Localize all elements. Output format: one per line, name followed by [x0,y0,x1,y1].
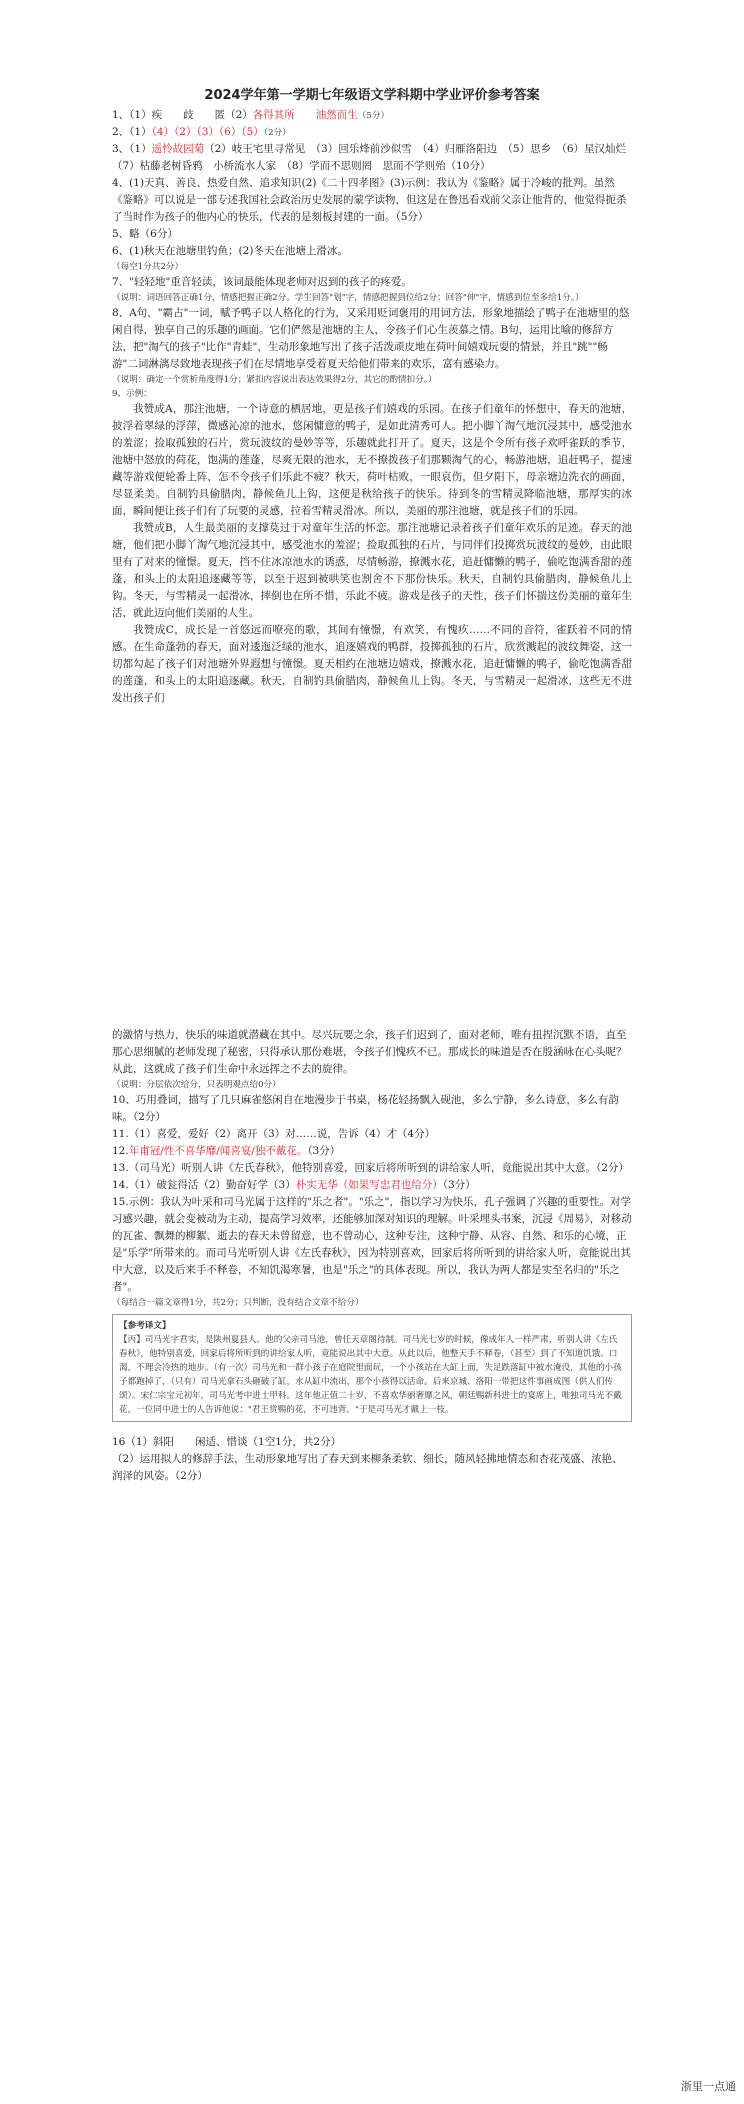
answer-q1-lead: 1、（1）疾 歧 匿（2） [112,109,253,121]
reference-translation-box [112,1314,632,1422]
answer-q13: 13.（司马光）听别人讲《左氏春秋》，他特别喜爱，回家后将所听到的讲给家人听，竟能说出其中大意。（2分） [112,1162,629,1174]
answer-q16-part2: （2）运用拟人的修辞手法，生动形象地写出了春天到来柳条柔软、细长，随风轻拂地情态和杏花茂盛、浓艳、润泽的风姿。（2分） [112,1453,623,1482]
answer-q9-note: （说明：分层依次给分，只表明观点给0分） [112,1080,281,1090]
answer-document [112,84,637,1485]
answer-q12-highlight: 年甫冠/性不喜华靡/闻喜宴/独不戴花。 [128,1145,308,1157]
answer-q9-sample-c-part2: 的激情与热力，快乐的味道就潜藏在其中。尽兴玩要之余，孩子们迟到了，面对老师，唯有扭捏沉默不语，直至那心思细腻的老师发现了秘密，只得承认那份难堪，令孩子们愧疚不已。那成长的味道是否在殷涵咏在心头呢？从此，这就成了孩子们生命中永远挥之不去的旋律。 [112,1029,627,1075]
reference-translation-body: 【丙】司马光字君实，是陕州夏县人。他的父亲司马池，曾任天章阁待制。司马光七岁的时候，像成年人一样严肃，听别人讲《左氏春秋》，他特别喜爱，回家后将所听到的讲给家人听，竟能说出其中大意。从此以后，他整天手不释卷，（甚至）到了不知道饥饿、口渴，不理会冷热的地步。（有一次）司马光和一群小孩子在庭院里面玩，一个小孩站在大缸上面，失足跌落缸中被水淹没，其他的小孩子都跑掉了，（只有）司马光拿石头砸破了缸，水从缸中流出，那个小孩得以活命。后来京城、洛阳一带把这件事画成图（供人们传颂）。宋仁宗宝元初年，司马光考中进士甲科。这年他正值二十岁，不喜欢华丽奢靡之风，朝廷赐新科进士的宴席上，唯独司马光不戴花，一位同中进士的人告诉他说："君王赏赐的花，不可违背。"于是司马光才戴上一枝。 [119,1335,622,1415]
answer-q7-note: （说明：词语回答正确1分，情感把握正确2分。学生回答"划"字，情感把握到位给2分；回答"伸"字，情感到位至多给1分。） [112,293,584,303]
answer-q6-note: （每空1分共2分） [112,262,184,272]
document-title: 2024学年第一学期七年级语文学科期中学业评价参考答案 [204,88,540,103]
answer-q12-score: （3分） [307,1145,341,1157]
answer-q8-note: （说明：确定一个赏析角度得1分；紧扣内容说出表达效果得2分，其它的酌情扣分。） [112,375,437,385]
answer-q10: 10、巧用叠词，描写了几只麻雀悠闲自在地漫步于书桌，杨花轻扬飘入砚池，多么宁静，多么诗意，多么有韵味。（2分） [112,1094,619,1123]
answer-q2-lead: 2、（1） [112,126,152,138]
answer-q14 [112,1177,632,1194]
answer-q2 [112,124,632,141]
answer-q12 [112,1143,632,1160]
answer-q1-highlight: 各得其所 油然而生 [252,109,358,121]
answer-q14-score: （3分） [442,1179,476,1191]
reference-translation-heading: 【参考译文】 [119,1321,171,1331]
answer-q1 [112,107,632,124]
answer-q5: 5、略（6分） [112,228,178,240]
answer-q15-note: （每结合一篇文章得1分，共2分；只判断，没有结合文章不给分） [112,1298,364,1308]
answer-q14-lead: 14.（1）破瓮得活（2）勤奋好学（3） [112,1179,296,1191]
page-blank-gap [112,707,632,1027]
answer-q4: 4、(1)天真、善良、热爱自然、追求知识(2)《二十四孝图》(3)示例：我认为《鉴略》属于冷峻的批判。虽然《鉴略》可以说是一部专述我国社会政治历史发展的蒙学读物，但这是在鲁迅看戏前父亲让他背的，他觉得扼杀了当时作为孩子的他内心的快乐，代表的是刻板封建的一面。（5分） [112,177,627,223]
answer-q12-num: 12. [112,1145,129,1157]
footer-watermark: 浙里一点通 [681,2080,736,2093]
answer-q6: 6、(1)秋天在池塘里钓鱼；(2)冬天在池塘上滑冰。 [112,245,348,257]
answer-q3-lead: 3、（1） [112,143,152,155]
answer-q7: 7、"轻轻地"重音轻读，该词最能体现老师对迟到的孩子的疼爱。 [112,276,412,288]
answer-q8: 8、A句，"霸占"一词，赋予鸭子以人格化的行为，又采用贬词褒用的用词方法，形象地描绘了鸭子在池塘里的悠闲自得，独享自己的乐趣的画面。它们俨然是池塘的主人，令孩子们心生羡慕之情。B句，运用比喻的修辞方法，把"淘气的孩子"比作"青蛙"，生动形象地写出了孩子活泼顽皮地在荷叶间嬉戏玩耍的情景，并且"跳""畅游"二词淋漓尽致地表现孩子们在尽情地享受着夏天给他们带来的欢乐，富有感染力。 [112,307,630,370]
answer-q9-sample-b: 我赞成B，人生最美丽的支撑莫过于对童年生活的怀恋。那注池塘记录着孩子们童年欢乐的足迹。春天的池塘，他们把小脚丫淘气地沉浸其中，感受池水的羞涩；捡取孤独的石片，与同伴们投掷赏玩波纹的曼妙，由此眼里有了对来的憧憬。夏天，挡不住冰凉池水的诱惑，尽情畅游，撩溅水花，追赶慵懒的鸭子，偷吃饱满香甜的莲蓬，和头上的太阳追逐藏等等，以至于迟到被哄笑也割舍不下那份快乐。秋天，自制钓具偷腊肉，静候鱼儿上钩。冬天，与雪精灵一起滑冰，摔倒也在所不惜，乐此不疲。游戏是孩子的天性，孩子们怀揣这份美丽的童年生活，就此迈向他们美丽的人生。 [112,522,632,619]
answer-q9-sample-c-part1: 我赞成C，成长是一首悠远而嘹亮的歌，其间有憧憬，有欢笑，有愧疚……不同的音符，雀跃着不同的情感。在生命蓬勃的春天，面对逶迤泛绿的池水，追逐嬉戏的鸭群，投掷孤独的石片，欣赏溅起的波纹舞姿，这一切都勾起了孩子们对池塘外界遐想与憧憬。夏天相约在池塘边嬉戏，撩溅水花，追赶慵懒的鸭子，偷吃饱满香甜的莲蓬，和头上的太阳追逐藏。秋天，自制钓具偷腊肉，静候鱼儿上钩。冬天，与雪精灵一起滑冰，这些无不进发出孩子们 [112,624,632,704]
answer-q3 [112,141,637,175]
answer-q11: 11.（1）喜爱，爱好（2）离开（3）对……说，告诉（4）才（4分） [112,1128,436,1140]
answer-q15: 15.示例：我认为叶采和司马光属于这样的"乐之者"。"乐之"，指以学习为快乐，孔子强调了兴趣的重要性。对学习感兴趣，就会变被动为主动，提高学习效率，还能够加深对知识的理解。叶采埋头书案，沉浸《周易》，对移动的瓦雀、飘舞的柳絮、逝去的春天未曾留意，也不曾动心，这种专注，这种宁静、从容、自然、和乐的心境，正是"乐学"所带来的。而司马光听别人讲《左氏春秋》，因为特别喜欢，回家后将所听到的讲给家人听，竟能说出其中大意，以及后来手不释卷，不知饥渴寒暑，也是"乐之"的具体表现。所以，我认为两人都是实至名归的"乐之者"。 [112,1196,632,1293]
answer-q1-score: （5分） [357,111,390,121]
answer-q3-rest: （2）岐王宅里寻常见 （3）回乐烽前沙似雪 （4）归雁洛阳边 （5）思乡 （6）星汉灿烂 （7）枯藤老树昏鸦 小桥流水人家 （8）学而不思则罔 思而不学则殆（10分） [112,143,637,172]
answer-q9-label: 9、示例： [112,389,152,399]
answer-q14-highlight: 朴实无华（如果写忠君也给分） [295,1179,443,1191]
answer-q16-part1: 16（1）斜阳 闲适、惜谈（1空1分，共2分） [112,1436,342,1448]
answer-q2-highlight: （4）（2）（3）（6）（5） [151,126,264,138]
answer-q3-highlight: 遥怜故园菊 [151,143,205,155]
answer-q9-sample-a: 我赞成A，那注池塘，一个诗意的栖居地，更是孩子们嬉戏的乐园。在孩子们童年的怀想中，春天的池塘，披浮着翠绿的浮萍，微感沁凉的池水，悠闲慵意的鸭子，是如此清秀可人。把小脚丫淘气地沉浸其中，感受池水的羞涩；捡取孤独的石片，赏玩波纹的曼妙等等，乐趣就此打开了。夏天，这是个令所有孩子欢呼雀跃的季节，池塘中怒放的荷花，饱满的莲蓬，尽爽无限的池水，无不撩拨孩子们那颗淘气的心，畅游池塘，追赶鸭子，提速藏等游戏便轮番上阵，怎不令孩子们乐此不疲？秋天，荷叶枯败，一眼哀伤，但夕阳下，母亲塘边洗衣的画面，尽显柔美。自制钓具偷腊肉，静候鱼儿上钩，这便是秋给孩子的快乐。待到冬的雪精灵降临池塘，那厚实的冰面，瞬间便让孩子们有了玩要的灵感，拉着雪精灵滑冰。所以，美丽的那注池塘，就是孩子们的乐园。 [112,403,632,517]
answer-q2-score: （2分） [263,128,291,138]
